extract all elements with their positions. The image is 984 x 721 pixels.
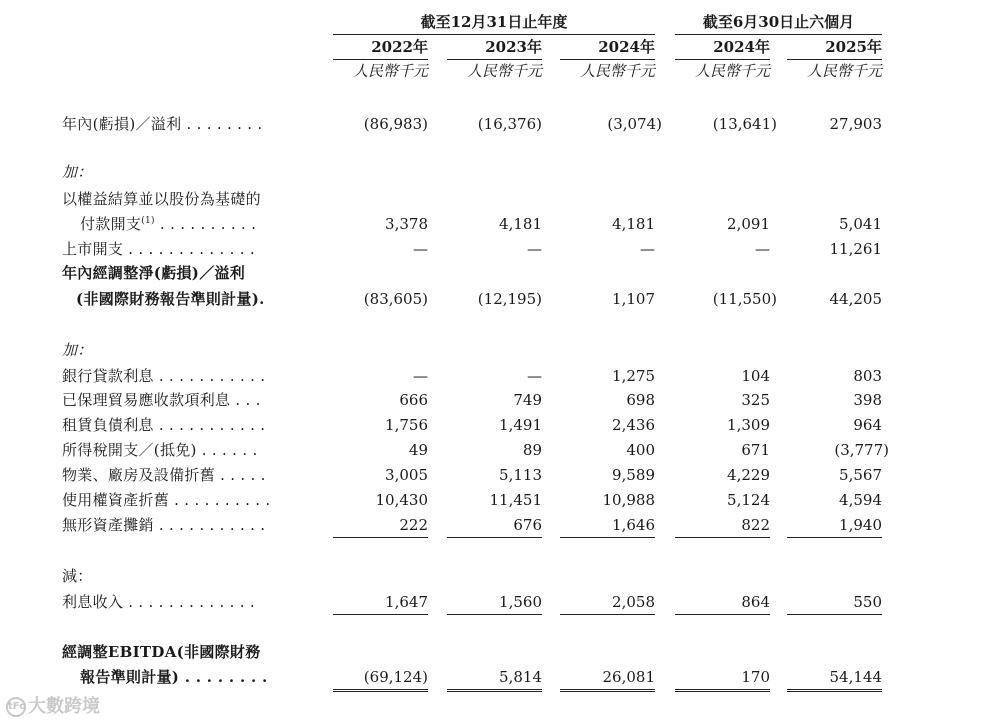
value-cell: 1,107: [612, 290, 655, 308]
row-label: 物業、廠房及設備折舊 . . . . .: [62, 466, 266, 484]
row-label: 經調整EBITDA(非國際財務: [62, 643, 261, 661]
table-row-less-heading: [0, 564, 984, 588]
value-cell: 26,081: [560, 665, 655, 692]
row-label: 年內(虧損)／溢利 . . . . . . . .: [62, 115, 263, 133]
value-cell: (12,195): [477, 290, 542, 308]
value-cell: 9,589: [612, 466, 655, 484]
value-cell: 10,988: [602, 491, 655, 509]
value-cell: 864: [675, 590, 770, 615]
value-cell: 1,491: [499, 416, 542, 434]
value-cell: 698: [626, 391, 655, 409]
table-row-net-profit: [0, 112, 984, 136]
value-cell: 5,124: [727, 491, 770, 509]
table-row-add-heading: [0, 160, 984, 184]
value-cell: 400: [626, 441, 655, 459]
row-label: 使用權資產折舊 . . . . . . . . . .: [62, 491, 271, 509]
row-label: 利息收入 . . . . . . . . . . . . .: [62, 593, 255, 611]
header-year-2024-h1: 2024年: [675, 36, 770, 60]
value-cell: 676: [447, 513, 542, 538]
value-cell: 4,181: [612, 215, 655, 233]
value-cell: (11,550): [712, 290, 777, 308]
value-cell: 1,309: [727, 416, 770, 434]
value-cell: 89: [522, 441, 542, 459]
row-label: 已保理貿易應收款項利息 . . .: [62, 391, 261, 409]
row-label: 租賃負債利息 . . . . . . . . . . .: [62, 416, 266, 434]
value-cell: 3,005: [385, 466, 428, 484]
value-cell: 666: [399, 391, 428, 409]
value-cell: 10,430: [375, 491, 428, 509]
value-cell: 1,756: [385, 416, 428, 434]
value-cell: 2,058: [560, 590, 655, 615]
header-year-2025-h1: 2025年: [787, 36, 882, 60]
row-label: 減：: [62, 567, 93, 585]
table-row-adjusted-net-title: [0, 261, 984, 285]
value-cell: 222: [333, 513, 428, 538]
value-cell: —: [527, 240, 542, 258]
value-cell: —: [755, 240, 770, 258]
row-label: 以權益結算並以股份為基礎的: [62, 190, 261, 208]
row-label: 上市開支 . . . . . . . . . . . . .: [62, 240, 255, 258]
row-label: 無形資產攤銷 . . . . . . . . . . .: [62, 516, 266, 534]
value-cell: 1,275: [612, 367, 655, 385]
table-row-adjusted-ebitda: [0, 665, 984, 689]
watermark-badge-icon: tFo: [6, 697, 26, 717]
table-row-adjusted-ebitda-title: [0, 640, 984, 664]
value-cell: (83,605): [363, 290, 428, 308]
table-row-add-heading: [0, 338, 984, 362]
value-cell: —: [527, 367, 542, 385]
row-label: 付款開支$^{(1)}$ . . . . . . . . . .: [80, 215, 257, 233]
header-group-six-months: 截至6月30日止六個月: [675, 10, 882, 35]
table-row-factored-receivables-interest: [0, 388, 984, 412]
value-cell: 5,041: [839, 215, 882, 233]
value-cell: (13,641): [712, 115, 777, 133]
header-year-2022: 2022年: [333, 36, 428, 60]
value-cell: —: [413, 240, 428, 258]
value-cell: (3,777): [834, 441, 889, 459]
value-cell: 27,903: [829, 115, 882, 133]
table-row-adjusted-net: [0, 287, 984, 311]
value-cell: 1,940: [787, 513, 882, 538]
value-cell: —: [640, 240, 655, 258]
value-cell: 49: [408, 441, 428, 459]
table-row-lease-interest: [0, 413, 984, 437]
value-cell: 4,229: [727, 466, 770, 484]
watermark-logo: [6, 692, 100, 718]
table-row-share-based-title: [0, 187, 984, 211]
value-cell: 1,560: [447, 590, 542, 615]
row-label: 所得稅開支／(抵免) . . . . . .: [62, 441, 258, 459]
value-cell: 803: [853, 367, 882, 385]
table-row-ppe-depreciation: [0, 463, 984, 487]
value-cell: 550: [787, 590, 882, 615]
value-cell: 749: [513, 391, 542, 409]
header-group-annual: 截至12月31日止年度: [333, 10, 655, 35]
value-cell: 1,646: [560, 513, 655, 538]
value-cell: —: [413, 367, 428, 385]
value-cell: 2,091: [727, 215, 770, 233]
value-cell: 4,181: [499, 215, 542, 233]
value-cell: 11,261: [829, 240, 882, 258]
value-cell: (86,983): [363, 115, 428, 133]
value-cell: 104: [741, 367, 770, 385]
value-cell: 54,144: [787, 665, 882, 692]
header-unit: 人民幣千元: [579, 62, 655, 80]
value-cell: 170: [675, 665, 770, 692]
table-row-rou-depreciation: [0, 488, 984, 512]
row-label: 加：: [62, 163, 93, 181]
table-row-share-based: [0, 212, 984, 236]
value-cell: (3,074): [607, 115, 662, 133]
row-label: 報告準則計量) . . . . . . . .: [80, 668, 268, 686]
header-unit: 人民幣千元: [694, 62, 770, 80]
value-cell: 5,113: [499, 466, 542, 484]
table-row-listing-expenses: [0, 237, 984, 261]
value-cell: 2,436: [612, 416, 655, 434]
header-unit: 人民幣千元: [352, 62, 428, 80]
value-cell: 44,205: [829, 290, 882, 308]
value-cell: 398: [853, 391, 882, 409]
value-cell: 3,378: [385, 215, 428, 233]
value-cell: 5,814: [447, 665, 542, 692]
header-unit: 人民幣千元: [806, 62, 882, 80]
value-cell: 325: [741, 391, 770, 409]
value-cell: (69,124): [333, 665, 428, 692]
value-cell: 822: [675, 513, 770, 538]
table-row-intangible-amortization: [0, 513, 984, 537]
table-row-bank-loan-interest: [0, 364, 984, 388]
table-row-interest-income: [0, 590, 984, 614]
header-year-2024: 2024年: [560, 36, 655, 60]
value-cell: 4,594: [839, 491, 882, 509]
table-row-income-tax: [0, 438, 984, 462]
row-label: 年內經調整淨(虧損)／溢利: [62, 264, 246, 282]
value-cell: 671: [741, 441, 770, 459]
row-label: 銀行貸款利息 . . . . . . . . . . .: [62, 367, 266, 385]
header-unit: 人民幣千元: [466, 62, 542, 80]
watermark-text: 大數跨境: [28, 696, 100, 717]
row-label: (非國際財務報告準則計量).: [76, 290, 265, 308]
value-cell: 5,567: [839, 466, 882, 484]
row-label: 加：: [62, 341, 93, 359]
header-year-2023: 2023年: [447, 36, 542, 60]
value-cell: 1,647: [333, 590, 428, 615]
value-cell: 964: [853, 416, 882, 434]
value-cell: (16,376): [477, 115, 542, 133]
value-cell: 11,451: [489, 491, 542, 509]
